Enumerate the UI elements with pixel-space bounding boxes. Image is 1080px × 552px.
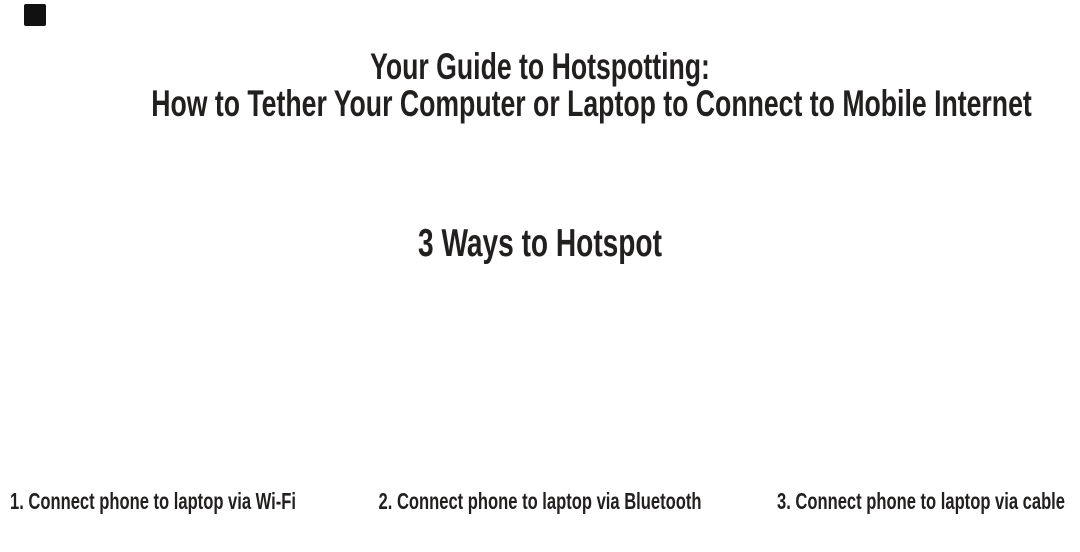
section-heading: 3 Ways to Hotspot <box>418 222 662 265</box>
page-title-line-2: How to Tether Your Computer or Laptop to Connect to Mobile Internet <box>151 83 1032 124</box>
page-title <box>151 46 1032 124</box>
method-caption-wifi: 1. Connect phone to laptop via Wi-Fi <box>10 488 296 514</box>
black-square-logo-icon <box>24 4 46 26</box>
method-caption-cable: 3. Connect phone to laptop via cable <box>777 488 1065 514</box>
method-caption-bluetooth: 2. Connect phone to laptop via Bluetooth <box>378 488 702 514</box>
page-title-line-1: Your Guide to Hotspotting: <box>370 46 710 87</box>
